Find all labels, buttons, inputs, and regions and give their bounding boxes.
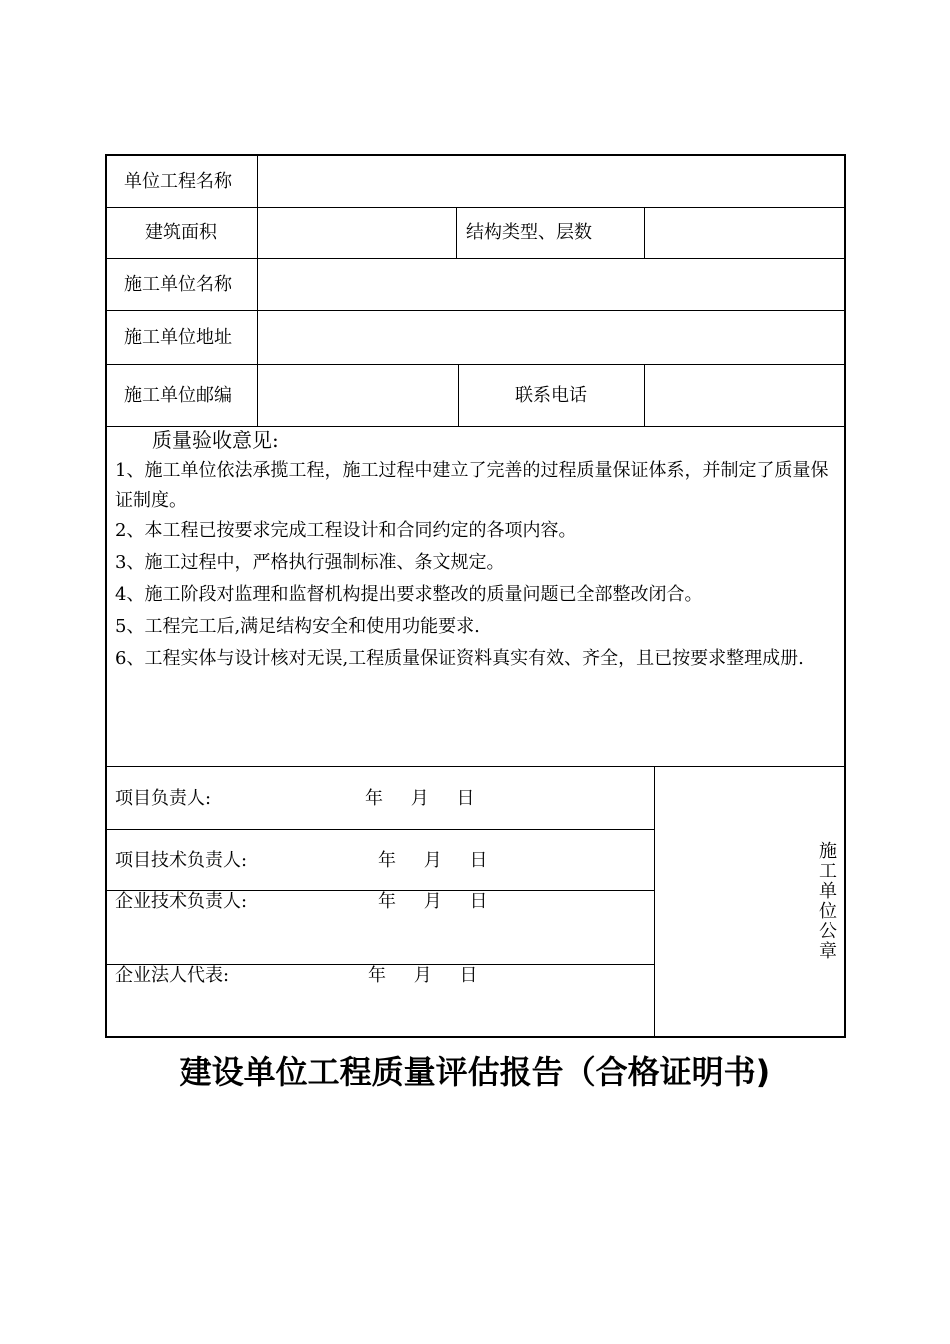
quality-opinion-title: 质量验收意见: — [152, 428, 279, 452]
day-label: 日 — [469, 891, 488, 912]
phone-label: 联系电话 — [515, 385, 587, 406]
month-label: 月 — [413, 965, 432, 986]
structure-type-label: 结构类型、层数 — [466, 222, 592, 243]
date-line — [368, 965, 477, 987]
contractor-name-field[interactable] — [259, 260, 844, 309]
contractor-seal-label: 施工单位公章 — [819, 841, 837, 962]
contractor-address-label: 施工单位地址 — [124, 327, 232, 348]
row-divider — [105, 426, 846, 427]
contractor-postcode-field[interactable] — [259, 366, 457, 425]
opinion-item-5: 5、工程完工后,满足结构安全和使用功能要求. — [115, 616, 480, 637]
contractor-name-label: 施工单位名称 — [124, 274, 232, 295]
date-line — [378, 891, 487, 913]
building-area-field[interactable] — [259, 209, 455, 257]
signature-divider — [105, 829, 655, 830]
row-divider — [105, 364, 846, 365]
opinion-item-1: 1、施工单位依法承揽工程，施工过程中建立了完善的过程质量保证体系，并制定了质量保证制度。 — [115, 460, 829, 511]
day-label: 日 — [456, 788, 475, 809]
row-divider — [105, 766, 846, 767]
year-label: 年 — [378, 891, 396, 912]
year-label: 年 — [368, 965, 386, 986]
contractor-address-field[interactable] — [259, 312, 844, 363]
month-label: 月 — [423, 891, 442, 912]
enterprise-tech-manager-label: 企业技术负责人: — [115, 891, 248, 912]
row-divider — [105, 310, 846, 311]
day-label: 日 — [469, 850, 488, 871]
label-column-divider — [257, 154, 258, 426]
phone-field[interactable] — [646, 366, 844, 425]
project-name-label: 单位工程名称 — [124, 171, 232, 192]
contractor-postcode-label: 施工单位邮编 — [124, 385, 232, 406]
project-manager-label: 项目负责人: — [115, 788, 212, 809]
year-label: 年 — [365, 788, 383, 809]
column-divider — [456, 207, 457, 258]
column-divider — [644, 207, 645, 258]
row-divider — [105, 207, 846, 208]
opinion-item-6: 6、工程实体与设计核对无误,工程质量保证资料真实有效、齐全，且已按要求整理成册. — [115, 648, 804, 669]
legal-representative-label: 企业法人代表: — [115, 965, 230, 986]
column-divider — [644, 364, 645, 426]
date-line — [378, 850, 487, 872]
building-area-label: 建筑面积 — [145, 222, 217, 243]
month-label: 月 — [410, 788, 429, 809]
month-label: 月 — [423, 850, 442, 871]
column-divider — [458, 364, 459, 426]
day-label: 日 — [459, 965, 478, 986]
structure-type-field[interactable] — [646, 209, 844, 257]
year-label: 年 — [378, 850, 396, 871]
seal-column-divider — [654, 766, 655, 1038]
date-line — [365, 788, 474, 810]
opinion-item-3: 3、施工过程中，严格执行强制标准、条文规定。 — [115, 552, 505, 573]
opinion-item-2: 2、本工程已按要求完成工程设计和合同约定的各项内容。 — [115, 520, 577, 541]
project-name-field[interactable] — [259, 156, 844, 206]
opinion-item-4: 4、施工阶段对监理和监督机构提出要求整改的质量问题已全部整改闭合。 — [115, 584, 703, 605]
document-title: 建设单位工程质量评估报告（合格证明书) — [179, 1053, 771, 1091]
project-tech-manager-label: 项目技术负责人: — [115, 850, 248, 871]
row-divider — [105, 258, 846, 259]
